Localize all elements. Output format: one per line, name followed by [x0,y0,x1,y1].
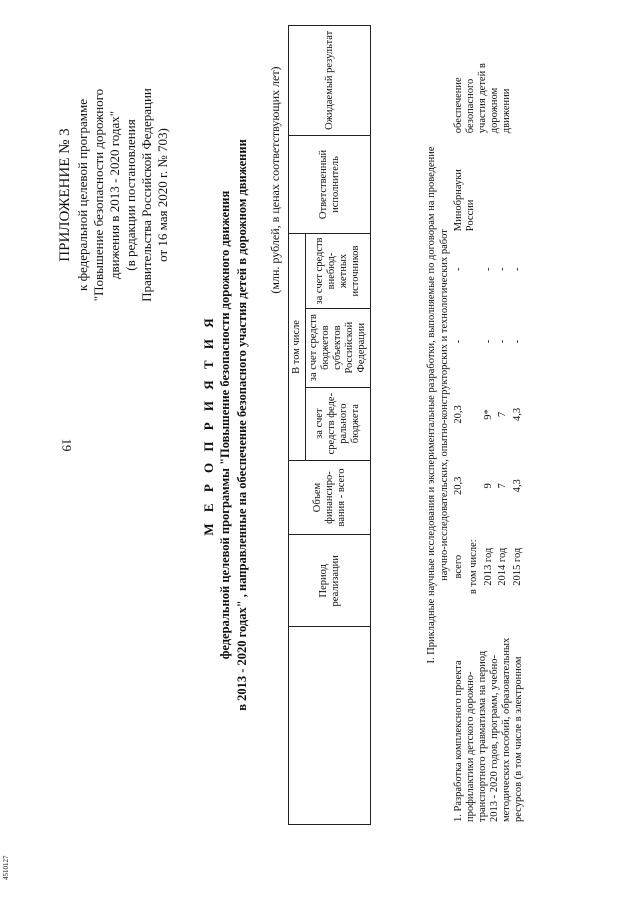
table-row [452,25,467,825]
measure-name-line: 2013 - 2020 годов, программ, учебно- [489,655,500,822]
offbudget-cell: - [512,267,524,271]
offbudget-cell: - [453,267,464,271]
heading-line: федеральной целевой программы "Повышение безопасности дорожного движения [218,190,232,660]
regional-cell [467,304,482,379]
measure-name-line: методических пособий, образовательных [501,637,512,822]
federal-cell: 4,3 [512,407,524,422]
result-line: дорожном [489,87,500,134]
document-heading [200,75,251,775]
units-note: (млн. рублей, в ценах соответствующих лет) [268,66,282,294]
measure-name-line: ресурсов (в том числе в электронном [513,656,524,822]
result-line: обеспечение [453,77,464,134]
result-line: движении [501,88,512,134]
section-line: I. Прикладные научные исследования и экспериментальные разработки, выполняемые по договорам на проведение [426,146,437,664]
total-cell: 20,3 [453,476,464,495]
header-period: Период реализации [289,535,371,627]
responsible-line: России [465,199,476,232]
section-line: научно-исследовательских, опытно-конструкторских и технологических работ [439,229,450,581]
offbudget-cell: - [482,267,494,271]
heading-line: в 2013 - 2020 годах" , направленные на обеспечение безопасного участия детей в дорожном движении [235,139,249,711]
appendix-line: к федеральной целевой программе [75,99,90,291]
federal-cell: 20,3 [453,405,464,424]
result-line: безопасного [465,78,476,134]
result-line: участия детей в [477,63,488,134]
regional-cell: - [482,339,494,344]
header-result: Ожидаемый результат [289,26,371,136]
federal-cell [467,379,482,450]
header-regional: за счет средств бюджетов субъектов Российской Федерации [306,308,371,387]
regional-cell: - [453,339,464,344]
offbudget-cell [467,234,482,304]
responsible-line: Минобрнауки [453,169,464,232]
appendix-line: от 16 мая 2020 г. № 703) [155,128,170,262]
period-cell: 2014 год [497,547,509,586]
measure-name-line: профилактики детского дорожно- [465,671,476,822]
header-total: Объем финансиро-вания - всего [289,460,371,535]
header-name-cell [289,627,371,825]
appendix-line: "Повышение безопасности дорожного [91,88,106,302]
appendix-title: ПРИЛОЖЕНИЕ № 3 [57,128,73,262]
period-cell: 2015 год [512,547,524,586]
measures-table-header [288,25,371,825]
total-cell [467,450,482,521]
total-cell: 9 [482,483,494,489]
result-cell [452,25,526,136]
header-offbudget: за счет средств внебюд-жетных источников [306,234,371,308]
federal-cell: 7 [497,411,509,418]
period-cell: всего [453,554,464,579]
appendix-line: (в редакции постановления [123,119,138,271]
regional-cell: - [512,339,524,344]
measures-table-body [452,25,526,825]
heading-title: М Е Р О П Р И Я Т И Я [201,314,216,536]
responsible-cell [452,136,526,234]
appendix-block [56,45,171,345]
total-cell: 4,3 [512,479,524,493]
offbudget-cell: - [497,267,509,271]
federal-cell: 9* [482,409,494,420]
measure-name-cell [452,612,526,825]
total-cell: 7 [497,483,509,489]
appendix-line: движения в 2013 - 2020 годах" [107,110,122,280]
header-federal: за счет средств феде-рального бюджета [306,387,371,460]
period-cell: 2013 год [482,547,494,586]
appendix-line: Правительства Российской Федерации [139,88,154,302]
document-code: 4510127 [2,855,10,880]
page-number: 19 [59,438,75,452]
measure-name-line: транспортного травматизма на период [477,650,488,822]
period-cell: в том числе: [467,539,479,595]
regional-cell: - [497,339,509,344]
measure-name-line: Разработка комплексного проекта [453,660,464,812]
header-including: В том числе [289,234,306,460]
measure-number: 1. [453,814,464,822]
header-responsible: Ответственный исполнитель [289,135,371,234]
section-title [425,25,451,785]
